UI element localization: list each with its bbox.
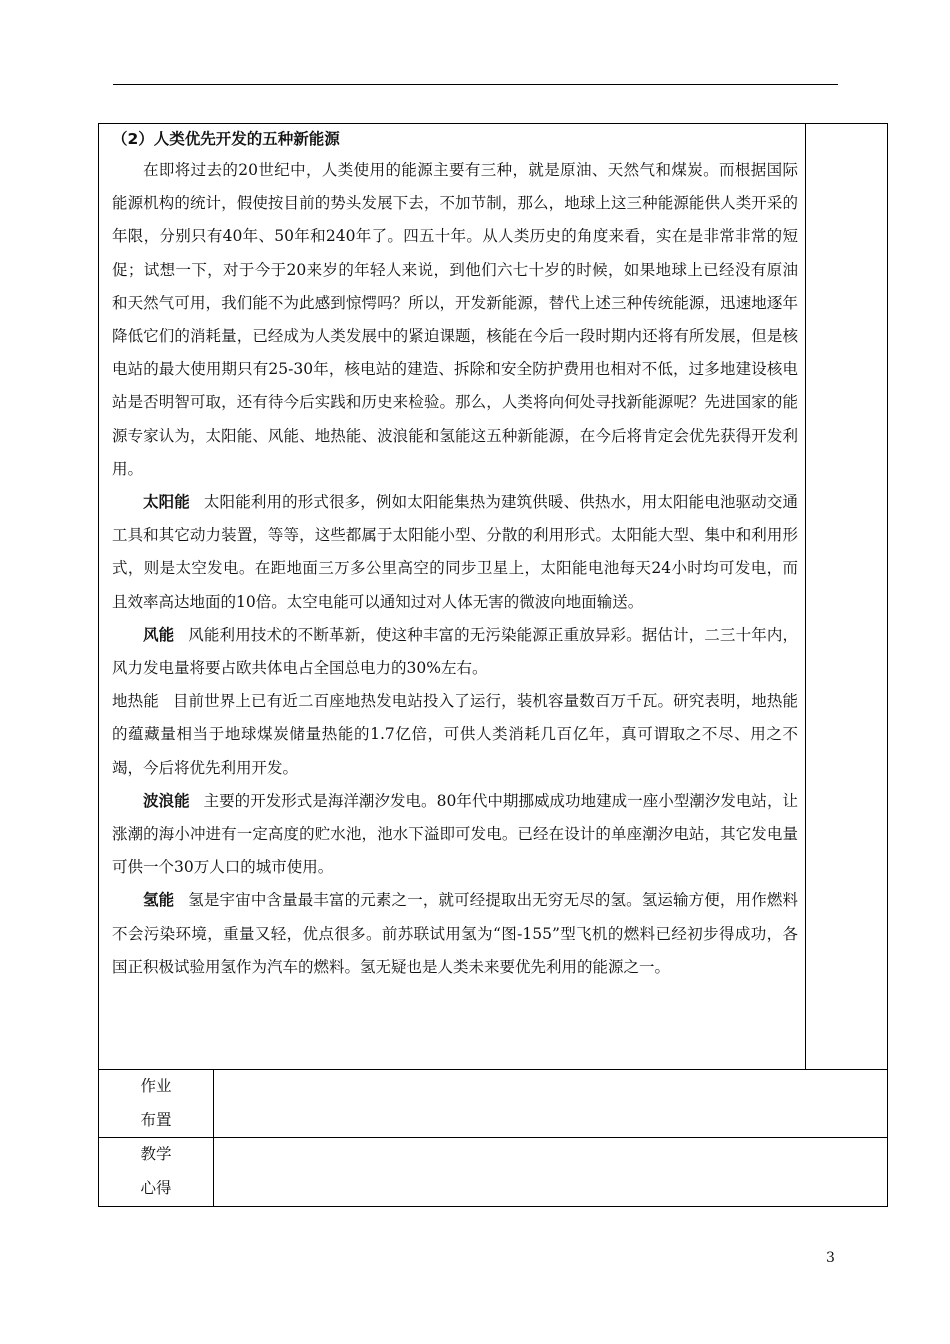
wind-paragraph [112,619,798,685]
hydrogen-text: 氢是宇宙中含量最丰富的元素之一，就可经提取出无穷无尽的氢。氢运输方便，用作燃料不会污染环境，重量又轻，优点很多。前苏联试用氢为“图-155”型飞机的燃料已经初步得成功，各国正积极试验用氢作为汽车的燃料。氢无疑也是人类未来要优先利用的能源之一。 [112,891,798,976]
wave-text: 主要的开发形式是海洋潮汐发电。80年代中期挪威成功地建成一座小型潮汐发电站，让涨潮的海小冲进有一定高度的贮水池，池水下溢即可发电。已经在设计的单座潮汐电站，其它发电量可供一个30万人口的城市使用。 [112,791,798,877]
solar-text: 太阳能利用的形式很多，例如太阳能集热为建筑供暖、供热水，用太阳能电池驱动交通工具和其它动力装置，等等，这些都属于太阳能小型、分散的利用形式。太阳能大型、集中和利用形式，则是太空发电。在距地面三万多公里高空的同步卫星上，太阳能电池每天24小时均可发电，而且效率高达地面的10倍。太空电能可以通知过对人体无害的微波向地面输送。 [112,493,798,611]
solar-term: 太阳能 [143,493,190,512]
wave-term: 波浪能 [143,791,190,810]
geothermal-text: 目前世界上已有近二百座地热发电站投入了运行，装机容量数百万千瓦。研究表明，地热能的蕴藏量相当于地球煤炭储量热能的1.7亿倍，可供人类消耗几百亿年，真可谓取之不尽、用之不竭，今后将优先利用开发。 [112,692,798,777]
geothermal-paragraph [112,685,798,785]
homework-label-line2: 布置 [140,1111,172,1129]
section-title: （2）人类优先开发的五种新能源 [112,130,340,148]
wind-text: 风能利用技术的不断革新，使这种丰富的无污染能源正重放异彩。据估计，二三十年内，风力发电量将要占欧共体电占全国总电力的30%左右。 [112,625,798,678]
intro-paragraph: 在即将过去的20世纪中，人类使用的能源主要有三种，就是原油、天然气和煤炭。而根据国际能源机构的统计，假使按目前的势头发展下去，不加节制，那么，地球上这三种能源能供人类开采的年限，分别只有40年、50年和240年了。四五十年。从人类历史的角度来看，实在是非常非常的短促；试想一下，对于今于20来岁的年轻人来说，到他们六七十岁的时候，如果地球上已经没有原油和天然气可用，我们能不为此感到惊愕吗？所以，开发新能源，替代上述三种传统能源，迅速地逐年降低它们的消耗量，已经成为人类发展中的紧迫课题，核能在今后一段时期内还将有所发展，但是核电站的最大使用期只有25-30年，核电站的建造、拆除和安全防护费用也相对不低，过多地建设核电站是否明智可取，还有待今后实践和历史来检验。那么，人类将向何处寻找新能源呢？先进国家的能源专家认为，太阳能、风能、地热能、波浪能和氢能这五种新能源，在今后将肯定会优先获得开发利用。 [112,161,798,478]
lesson-content [112,124,798,984]
reflection-label [99,1137,213,1207]
table-row-divider-1 [98,1069,888,1070]
table-inner-right-border [805,123,806,1069]
hydrogen-term: 氢能 [143,891,175,910]
solar-paragraph [112,486,798,619]
hydrogen-paragraph [112,884,798,984]
table-row-divider-2 [98,1137,888,1138]
page-number: 3 [826,1250,835,1266]
header-rule [113,84,838,85]
wind-term: 风能 [143,625,175,644]
wave-paragraph [112,785,798,885]
table-label-column-border [213,1069,214,1207]
geothermal-term: 地热能 [112,692,159,711]
reflection-label-line2: 心得 [140,1179,172,1197]
homework-label-line1: 作业 [140,1077,172,1095]
reflection-label-line1: 教学 [140,1145,172,1163]
homework-label [99,1069,213,1137]
